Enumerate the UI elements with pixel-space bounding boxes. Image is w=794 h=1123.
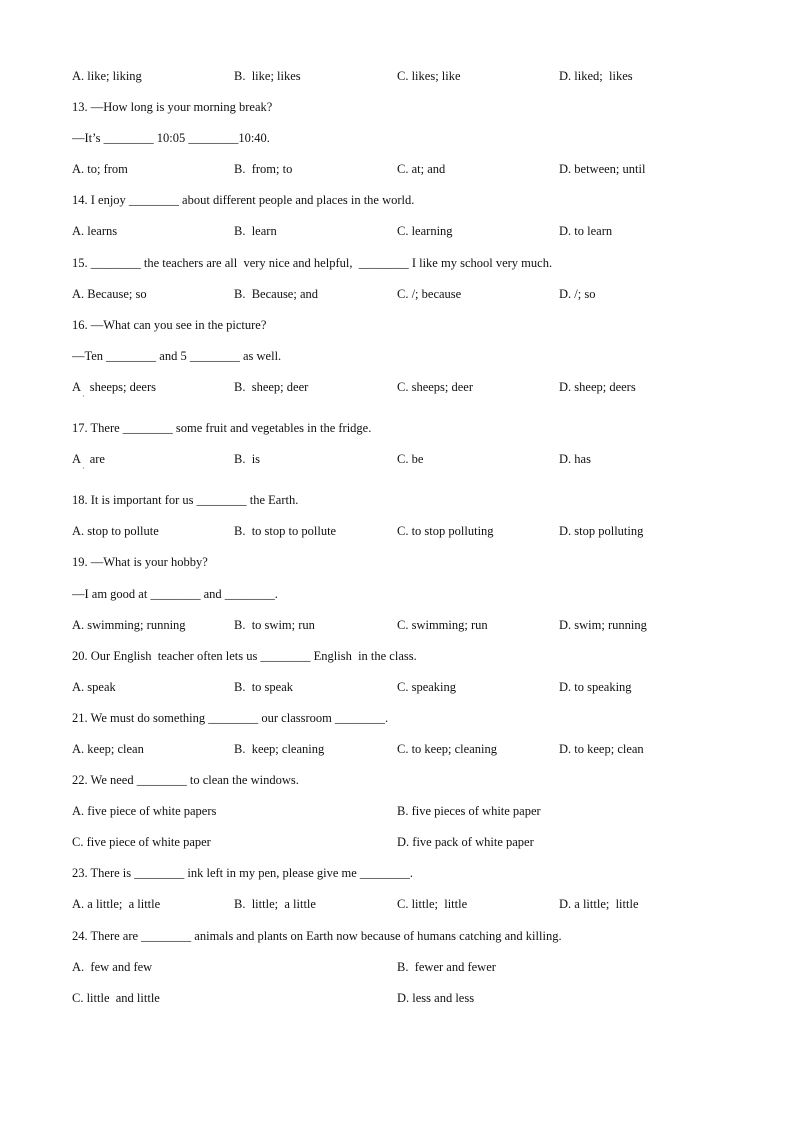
option: C. little; little bbox=[397, 897, 468, 912]
option: B. sheep; deer bbox=[234, 379, 309, 394]
option: C. at; and bbox=[397, 162, 446, 177]
question-text: 19. —What is your hobby? bbox=[72, 555, 208, 570]
option: A. few and few bbox=[72, 959, 153, 974]
option: A. five piece of white papers bbox=[72, 804, 217, 819]
option: A. learns bbox=[72, 224, 118, 239]
options-row bbox=[72, 373, 732, 404]
option: B. is bbox=[234, 452, 261, 467]
question-text: 24. There are ________ animals and plants on Earth now because of humans catching and killing. bbox=[72, 928, 562, 943]
option: B. five pieces of white paper bbox=[397, 804, 541, 819]
options-row bbox=[72, 797, 732, 828]
options-row bbox=[72, 611, 732, 642]
option: C. likes; like bbox=[397, 69, 461, 83]
options-row bbox=[72, 155, 732, 186]
option: B. learn bbox=[234, 224, 277, 239]
option: B. Because; and bbox=[234, 286, 319, 301]
options-row bbox=[72, 828, 732, 859]
option: A sheeps; deers bbox=[72, 379, 157, 394]
options-row bbox=[72, 517, 732, 548]
options-row bbox=[72, 445, 732, 476]
options-row bbox=[72, 62, 732, 93]
option: C. swimming; run bbox=[397, 617, 488, 632]
options-row bbox=[72, 890, 732, 921]
question-text: 15. ________ the teachers are all very nice and helpful, ________ I like my school very much. bbox=[72, 255, 553, 270]
question-text: —It’s ________ 10:05 ________10:40. bbox=[72, 131, 270, 146]
option: B. from; to bbox=[234, 162, 293, 177]
option: D. less and less bbox=[397, 990, 475, 1005]
option: D. to keep; clean bbox=[559, 741, 644, 756]
option: B. to swim; run bbox=[234, 617, 315, 632]
options-row bbox=[72, 953, 732, 984]
question-text: 23. There is ________ ink left in my pen, please give me ________. bbox=[72, 866, 414, 881]
spacer bbox=[72, 476, 732, 486]
option: A. Because; so bbox=[72, 286, 147, 301]
option: C. sheeps; deer bbox=[397, 379, 474, 394]
option: A. keep; clean bbox=[72, 741, 144, 756]
option: D. five pack of white paper bbox=[397, 835, 534, 850]
exam-content bbox=[72, 62, 732, 1015]
question-text: 21. We must do something ________ our classroom ________. bbox=[72, 710, 389, 725]
options-row bbox=[72, 673, 732, 704]
option: A. like; liking bbox=[72, 69, 142, 83]
option: A. stop to pollute bbox=[72, 524, 159, 539]
option: C. to stop polluting bbox=[397, 524, 494, 539]
option: A are bbox=[72, 452, 105, 467]
question-text: 17. There ________ some fruit and vegetables in the fridge. bbox=[72, 421, 372, 436]
option: A. to; from bbox=[72, 162, 128, 177]
option: B. like; likes bbox=[234, 69, 301, 83]
option: C. to keep; cleaning bbox=[397, 741, 497, 756]
option: A. a little; a little bbox=[72, 897, 161, 912]
option: C. five piece of white paper bbox=[72, 835, 211, 850]
question-text: 22. We need ________ to clean the windows. bbox=[72, 773, 299, 788]
option: D. sheep; deers bbox=[559, 379, 636, 394]
spacer bbox=[72, 404, 732, 414]
question-text: 20. Our English teacher often lets us ________ English in the class. bbox=[72, 648, 417, 663]
option: D. has bbox=[559, 452, 591, 467]
option: B. keep; cleaning bbox=[234, 741, 325, 756]
option: C. be bbox=[397, 452, 424, 467]
options-row bbox=[72, 280, 732, 311]
question-text: 18. It is important for us ________ the Earth. bbox=[72, 493, 299, 508]
stray-dot-mark: · bbox=[82, 464, 85, 474]
option: B. little; a little bbox=[234, 897, 316, 912]
option: D. stop polluting bbox=[559, 524, 644, 539]
question-text: —Ten ________ and 5 ________ as well. bbox=[72, 348, 282, 363]
option: D. /; so bbox=[559, 286, 596, 301]
option: D. to learn bbox=[559, 224, 613, 239]
options-row bbox=[72, 735, 732, 766]
question-text: —I am good at ________ and ________. bbox=[72, 586, 278, 601]
option: C. speaking bbox=[397, 679, 457, 694]
option: D. liked; likes bbox=[559, 69, 633, 83]
options-row bbox=[72, 984, 732, 1015]
option: B. to speak bbox=[234, 679, 294, 694]
question-text: 16. —What can you see in the picture? bbox=[72, 317, 267, 332]
option: A. speak bbox=[72, 679, 116, 694]
option: B. to stop to pollute bbox=[234, 524, 337, 539]
option: D. to speaking bbox=[559, 679, 632, 694]
question-text: 14. I enjoy ________ about different people and places in the world. bbox=[72, 193, 415, 208]
stray-dot-mark: · bbox=[82, 391, 85, 401]
option: C. learning bbox=[397, 224, 453, 239]
option: A. swimming; running bbox=[72, 617, 186, 632]
question-text: 13. —How long is your morning break? bbox=[72, 100, 273, 115]
option: C. little and little bbox=[72, 990, 160, 1005]
option: D. between; until bbox=[559, 162, 646, 177]
option: D. a little; little bbox=[559, 897, 639, 912]
option: B. fewer and fewer bbox=[397, 959, 496, 974]
option: C. /; because bbox=[397, 286, 462, 301]
options-row bbox=[72, 217, 732, 248]
option: D. swim; running bbox=[559, 617, 647, 632]
